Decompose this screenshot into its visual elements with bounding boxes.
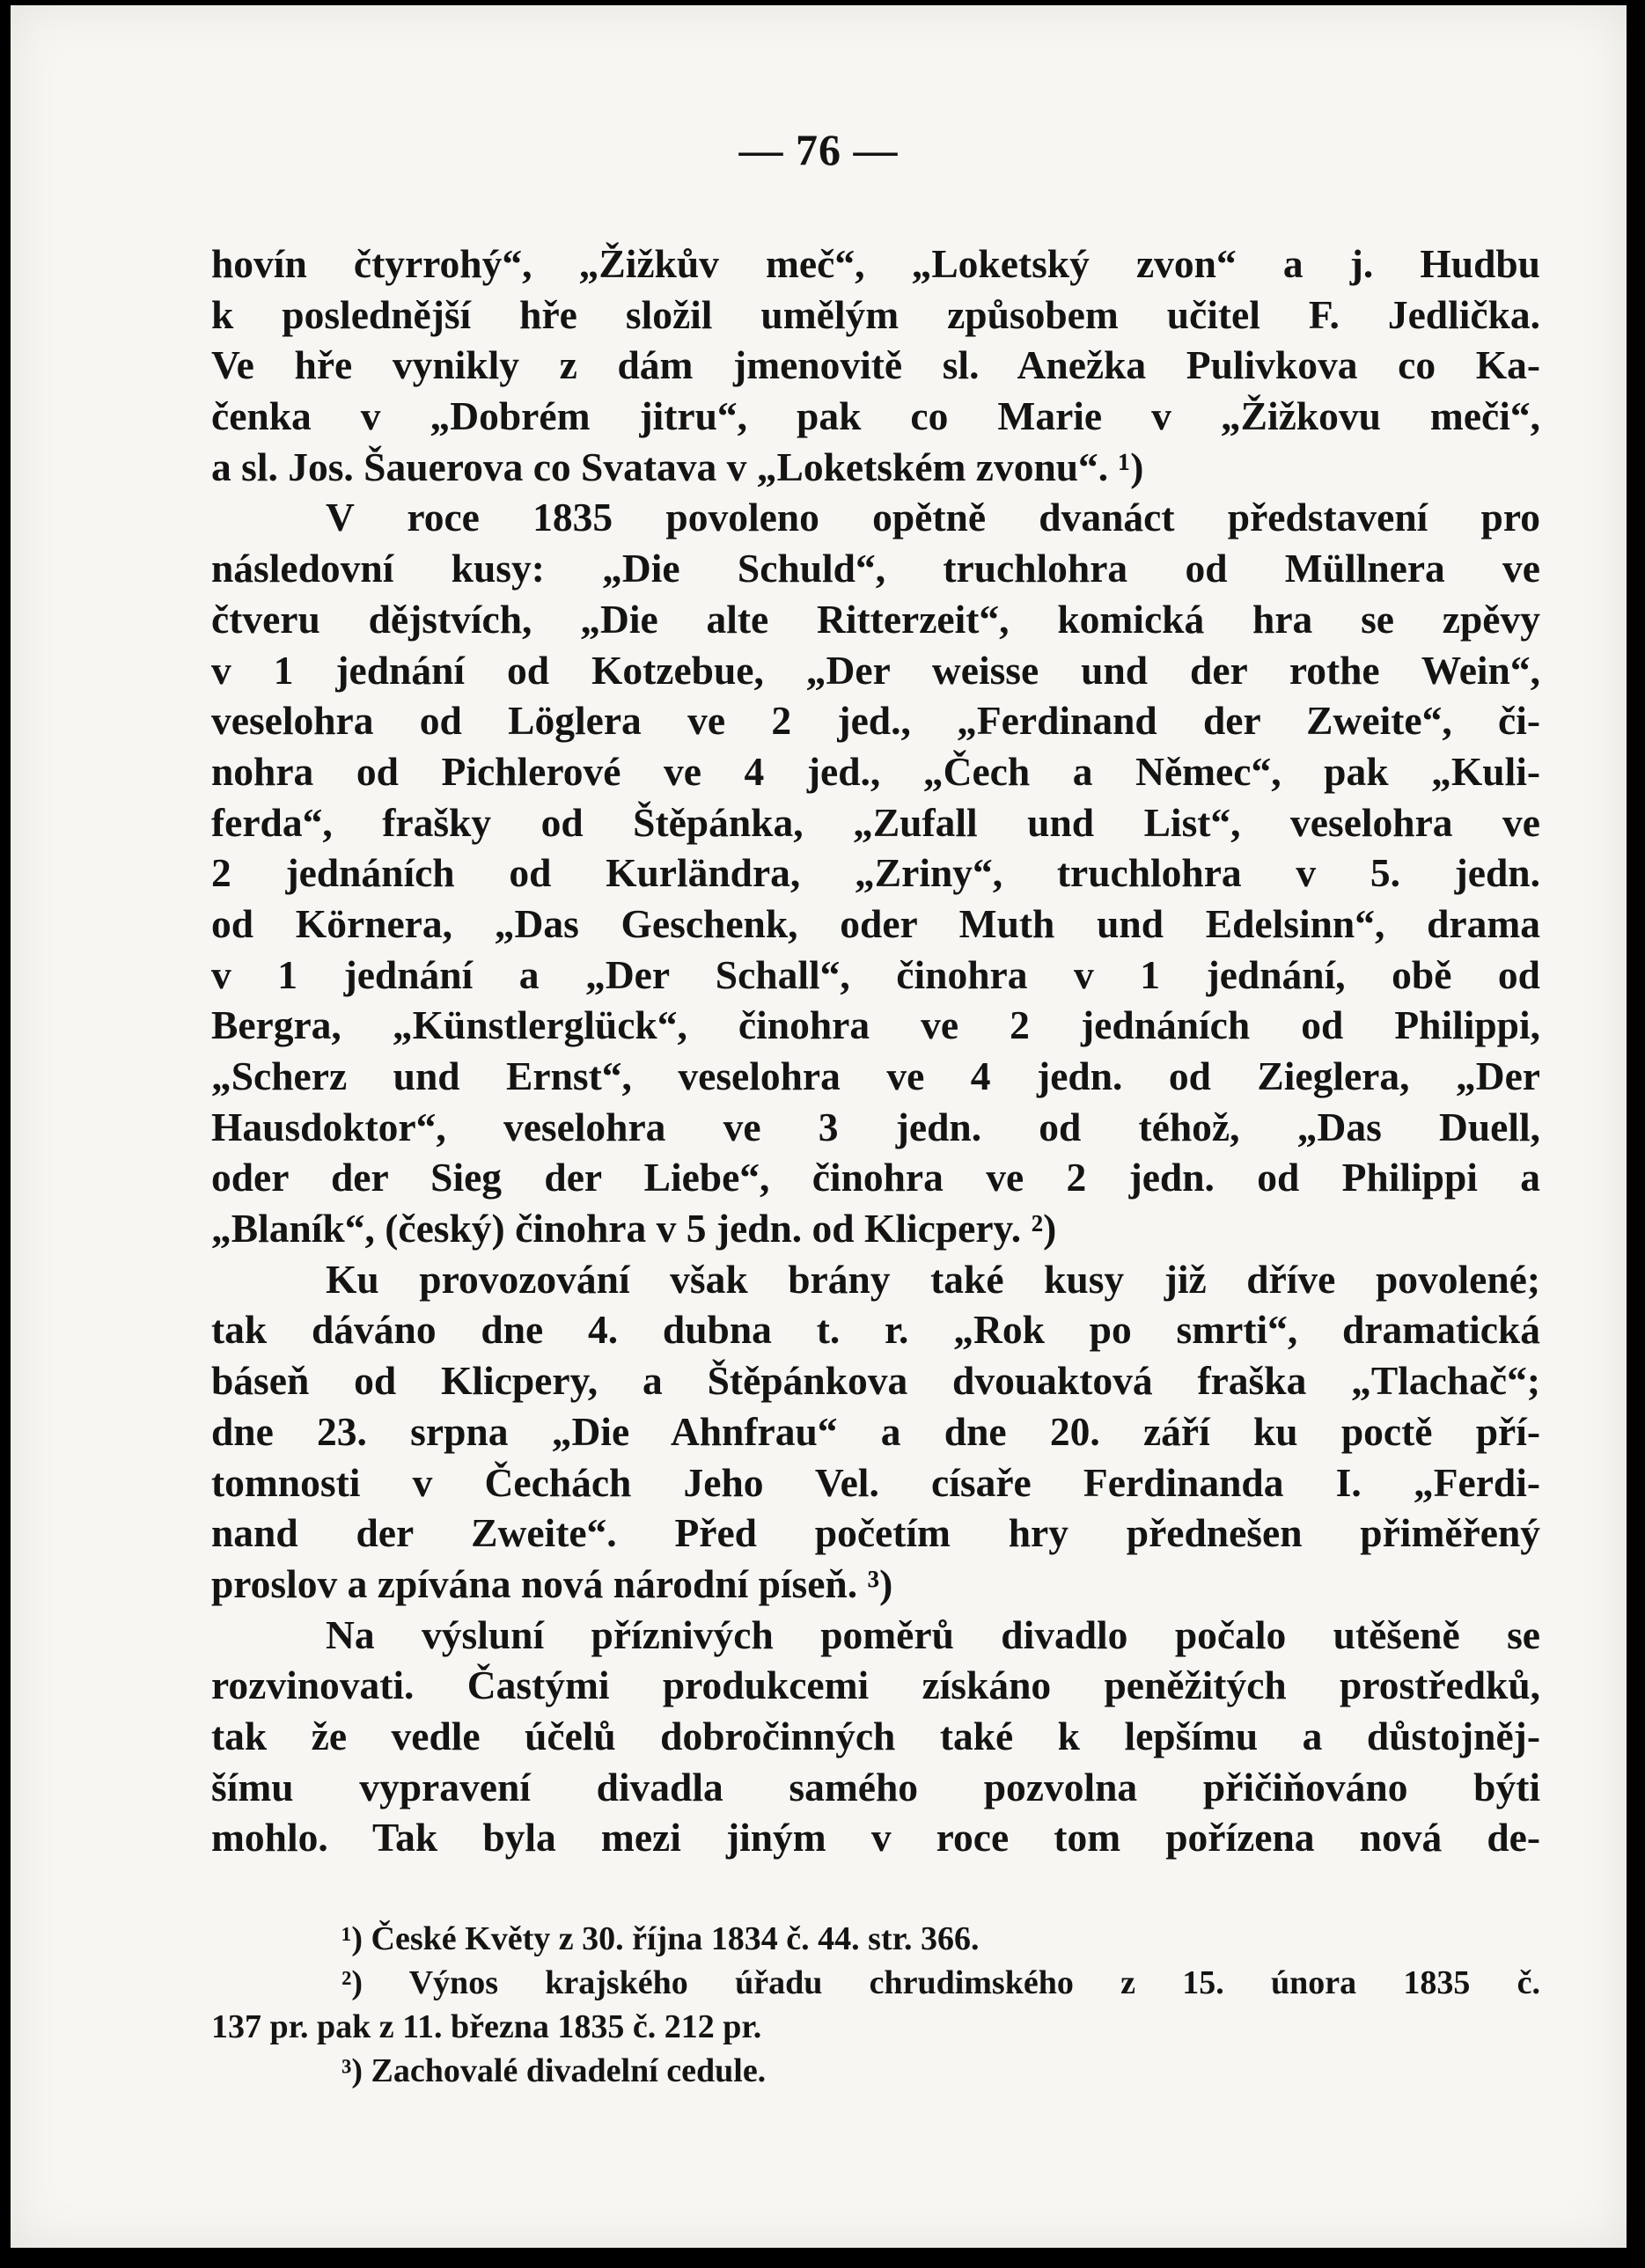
footnote-1: ¹) České Květy z 30. října 1834 č. 44. str. 366.: [341, 1920, 980, 1957]
text-line: nand der Zweite“. Před početím hry přednešen přiměřený: [211, 1510, 1540, 1556]
footnotes: [211, 1917, 1540, 2093]
text-line: od Körnera, „Das Geschenk, oder Muth und Edelsinn“, drama: [211, 900, 1540, 946]
text-line: v 1 jednání od Kotzebue, „Der weisse und der rothe Wein“,: [211, 647, 1540, 693]
text-line: „Blaník“, (český) činohra v 5 jedn. od Klicpery. ²): [211, 1206, 1057, 1251]
text-line: tak že vedle účelů dobročinných také k lepšímu a důstojněj-: [211, 1713, 1540, 1758]
paragraph-start-line: Na výsluní příznivých poměrů divadlo počalo utěšeně se: [326, 1611, 1540, 1657]
text-line: veselohra od Löglera ve 2 jed., „Ferdinand der Zweite“, či-: [211, 698, 1540, 744]
footnote-2-continuation: 137 pr. pak z 11. března 1835 č. 212 pr.: [211, 2008, 762, 2045]
text-line: ferda“, frašky od Štěpánka, „Zufall und List“, veselohra ve: [211, 799, 1540, 845]
text-line: tomnosti v Čechách Jeho Vel. císaře Ferdinanda I. „Ferdi-: [211, 1459, 1540, 1505]
text-line: čtveru dějstvích, „Die alte Ritterzeit“, komická hra se zpěvy: [211, 596, 1540, 642]
paragraph-start-line: Ku provozování však brány také kusy již dříve povolené;: [326, 1256, 1540, 1302]
text-line: následovní kusy: „Die Schuld“, truchlohra od Müllnera ve: [211, 546, 1540, 591]
page-number: — 76 —: [738, 125, 899, 174]
text-line: mohlo. Tak byla mezi jiným v roce tom pořízena nová de-: [211, 1815, 1540, 1861]
text-line: šímu vypravení divadla samého pozvolna přičiňováno býti: [211, 1764, 1540, 1809]
text-line: oder der Sieg der Liebe“, činohra ve 2 jedn. od Philippi a: [211, 1155, 1540, 1200]
text-line: nohra od Pichlerové ve 4 jed., „Čech a Němec“, pak „Kuli-: [211, 748, 1540, 794]
text-line: „Scherz und Ernst“, veselohra ve 4 jedn. od Zieglera, „Der: [211, 1053, 1540, 1098]
footnote-2: ²) Výnos krajského úřadu chrudimského z 15. února 1835 č.: [341, 1964, 1540, 2001]
text-line: 2 jednáních od Kurländra, „Zriny“, truchlohra v 5. jedn.: [211, 850, 1540, 896]
text-line: a sl. Jos. Šauerova co Svatava v „Loketském zvonu“. ¹): [211, 444, 1144, 489]
text-line: k poslednější hře složil umělým způsobem učitel F. Jedlička.: [211, 291, 1540, 337]
text-line: proslov a zpívána nová národní píseň. ³): [211, 1560, 893, 1606]
text-line: dne 23. srpna „Die Ahnfrau“ a dne 20. září ku poctě pří-: [211, 1408, 1540, 1454]
text-line: hovín čtyrrohý“, „Žižkův meč“, „Loketský zvon“ a j. Hudbu: [211, 241, 1540, 286]
body-text: [211, 239, 1540, 1863]
text-line: Bergra, „Künstlerglück“, činohra ve 2 jednáních od Philippi,: [211, 1002, 1540, 1048]
book-page: [11, 5, 1627, 2248]
text-line: Ve hře vynikly z dám jmenovitě sl. Anežka Pulivkova co Ka-: [211, 342, 1540, 388]
text-line: tak dáváno dne 4. dubna t. r. „Rok po smrti“, dramatická: [211, 1307, 1540, 1353]
text-line: báseň od Klicpery, a Štěpánkova dvouaktová fraška „Tlachač“;: [211, 1358, 1540, 1404]
paragraph-start-line: V roce 1835 povoleno opětně dvanáct představení pro: [326, 495, 1540, 540]
text-line: rozvinovati. Častými produkcemi získáno peněžitých prostředků,: [211, 1662, 1540, 1708]
text-line: čenka v „Dobrém jitru“, pak co Marie v „Žižkovu meči“,: [211, 393, 1540, 439]
text-line: Hausdoktor“, veselohra ve 3 jedn. od téhož, „Das Duell,: [211, 1104, 1540, 1149]
text-line: v 1 jednání a „Der Schall“, činohra v 1 jednání, obě od: [211, 951, 1540, 997]
footnote-3: ³) Zachovalé divadelní cedule.: [341, 2052, 767, 2089]
